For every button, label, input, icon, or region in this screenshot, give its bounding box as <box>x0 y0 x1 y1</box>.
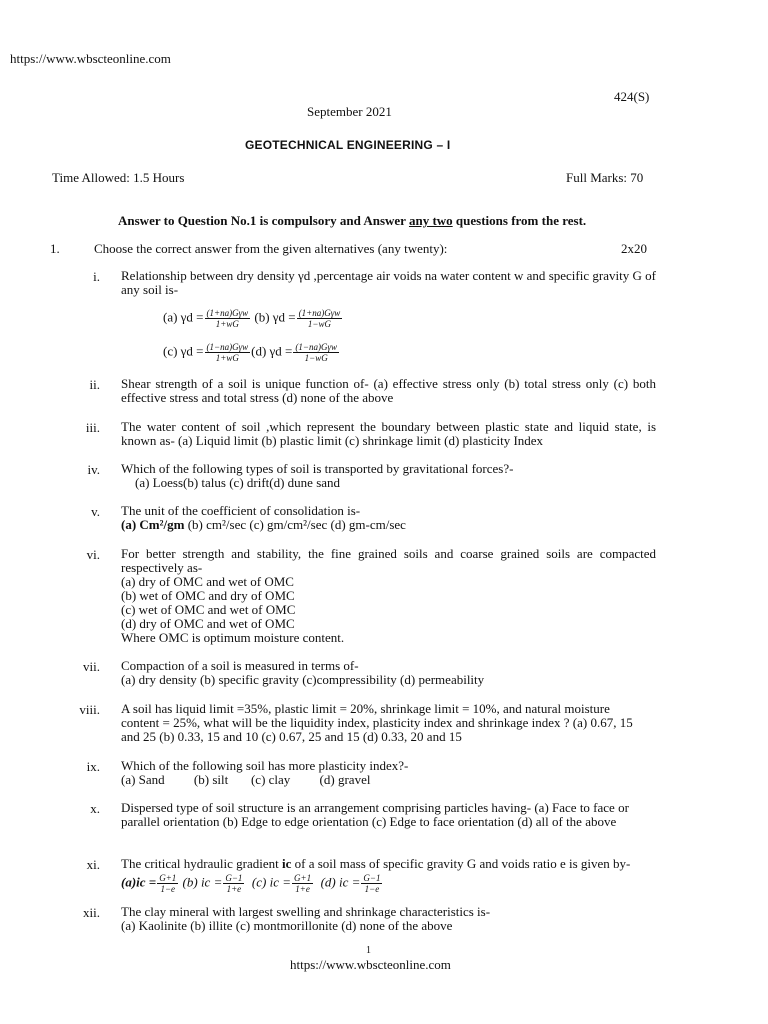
instruction <box>118 213 586 229</box>
q-i-den-d: 1−wG <box>304 353 328 363</box>
q-x-line2: parallel orientation (b) Edge to edge orientation (c) Edge to face orientation (d) all of the above <box>121 814 617 829</box>
sub-number: x. <box>90 801 100 816</box>
instruction-part2: questions from the rest. <box>452 213 587 228</box>
exam-session: September 2021 <box>307 104 392 119</box>
q-v-line2 <box>121 518 656 532</box>
q-v-opt-a: (a) Cm²/gm <box>121 517 185 532</box>
sub-number: vi. <box>86 547 100 562</box>
subquestion-iii <box>121 420 656 448</box>
q-xi-num-b: G−1 <box>225 873 243 883</box>
q-v-line1: The unit of the coefficient of consolidation is- <box>121 503 361 518</box>
subquestion-x <box>121 801 656 829</box>
q-i-line2: any soil is- <box>121 282 179 297</box>
q-i-frac-c <box>205 342 251 363</box>
q-i-frac-b <box>297 308 343 329</box>
q-xi-line1c: of a soil mass of specific gravity G and voids ratio e is given by- <box>291 856 631 871</box>
q-xi-line1b: ic <box>281 856 292 871</box>
sub-number: iii. <box>85 420 100 435</box>
page-number: 1 <box>366 945 371 956</box>
q-i-options-ab <box>163 308 343 329</box>
subquestion-xi <box>121 857 656 894</box>
q-xi-den-c: 1+e <box>295 884 310 894</box>
q-xii-line1: The clay mineral with largest swelling and shrinkage characteristics is- <box>121 904 491 919</box>
q1-text: Choose the correct answer from the given alternatives (any twenty): <box>94 241 448 256</box>
sub-number: iv. <box>87 462 100 477</box>
q-xi-line1a: The critical hydraulic gradient <box>121 856 282 871</box>
q-xii-line2: (a) Kaolinite (b) illite (c) montmorillonite (d) none of the above <box>121 918 453 933</box>
subject-title: GEOTECHNICAL ENGINEERING – I <box>245 138 451 152</box>
subquestion-ii <box>121 377 656 405</box>
subquestion-xii <box>121 905 656 933</box>
header-url[interactable]: https://www.wbscteonline.com <box>10 51 171 66</box>
q-xi-frac-d <box>361 873 382 894</box>
q-v-rest: (b) cm²/sec (c) gm/cm²/sec (d) gm-cm/sec <box>184 517 406 532</box>
sub-number: ii. <box>89 377 100 392</box>
subquestion-viii <box>121 702 656 744</box>
q-i-num-b: (1+na)Gγw <box>298 308 341 318</box>
q-ii-line2: effective stress and total stress (d) none of the above <box>121 390 394 405</box>
q-iv-line2: (a) Loess(b) talus (c) drift(d) dune sand <box>135 475 341 490</box>
q-xi-frac-a <box>157 873 178 894</box>
q-vii-line1: Compaction of a soil is measured in terms of- <box>121 658 359 673</box>
paper-code: 424(S) <box>614 89 650 104</box>
q-i-opt-a: (a) γd = <box>163 309 204 325</box>
q-i-den-c: 1+wG <box>215 353 239 363</box>
subquestion-i <box>121 269 656 297</box>
q-iii-line2: known as- (a) Liquid limit (b) plastic limit (c) shrinkage limit (d) plasticity Index <box>121 433 544 448</box>
q-xi-options <box>121 873 656 894</box>
q-i-num-d: (1−na)Gγw <box>295 342 337 352</box>
footer-url[interactable]: https://www.wbscteonline.com <box>290 957 451 972</box>
q-i-opt-c: (c) γd = <box>163 343 204 359</box>
q-x-line1: Dispersed type of soil structure is an arrangement comprising particles having- (a) Face to face or <box>121 800 629 815</box>
q-ii-line1: Shear strength of a soil is unique function of- (a) effective stress only (b) total stress only (c) both <box>121 376 656 391</box>
sub-number: i. <box>93 269 100 284</box>
q-vi-opt: (a) dry of OMC and wet of OMC <box>121 574 294 589</box>
q-xi-num-d: G−1 <box>363 873 381 883</box>
q-iii-line1: The water content of soil ,which represent the boundary between plastic state and liquid state, is <box>121 419 656 434</box>
q1-number: 1. <box>50 241 60 256</box>
q-vi-opt: (c) wet of OMC and wet of OMC <box>121 602 296 617</box>
sub-number: v. <box>91 504 100 519</box>
q-i-options-cd <box>163 342 340 363</box>
instruction-underlined: any two <box>408 213 453 228</box>
q-i-frac-d <box>293 342 339 363</box>
q-xi-opt-d: (d) ic = <box>320 874 361 890</box>
q-vi-opt: (d) dry of OMC and wet of OMC <box>121 616 295 631</box>
subquestion-iv <box>121 462 656 490</box>
q-ix-line2: (a) Sand (b) silt (c) clay (d) gravel <box>121 772 371 787</box>
subquestion-ix <box>121 759 656 787</box>
sub-number: xi. <box>86 857 100 872</box>
q-i-num-c: (1−na)Gγw <box>206 342 249 352</box>
sub-number: ix. <box>86 759 100 774</box>
q-xi-frac-c <box>292 873 313 894</box>
q-vi-opt: (b) wet of OMC and dry of OMC <box>121 588 295 603</box>
q-xi-opt-b: (b) ic = <box>182 874 223 890</box>
q-xi-num-a: G+1 <box>159 873 177 883</box>
time-allowed: Time Allowed: 1.5 Hours <box>52 170 185 185</box>
q-xi-opt-a: (a)ic = <box>121 874 157 890</box>
q-i-line1: Relationship between dry density γd ,percentage air voids na water content w and specific gravity G of <box>121 268 656 283</box>
q-viii-line3: and 25 (b) 0.33, 15 and 10 (c) 0.67, 25 and 15 (d) 0.33, 20 and 15 <box>121 729 462 744</box>
q-xi-num-c: G+1 <box>294 873 312 883</box>
q-xi-den-a: 1−e <box>160 884 176 894</box>
q-ix-line1: Which of the following soil has more plasticity index?- <box>121 758 409 773</box>
q1-marks: 2x20 <box>621 241 647 256</box>
q-vi-line2: respectively as- <box>121 560 203 575</box>
q-i-den-a: 1+wG <box>215 319 239 329</box>
q-viii-line2: content = 25%, what will be the liquidity index, plasticity index and shrinkage index ? (a) 0.67, 15 <box>121 715 633 730</box>
q-xi-frac-b <box>223 873 244 894</box>
sub-number: vii. <box>83 659 100 674</box>
q-i-den-b: 1−wG <box>307 319 331 329</box>
q-vii-line2: (a) dry density (b) specific gravity (c)compressibility (d) permeability <box>121 672 485 687</box>
q-xi-den-b: 1+e <box>226 884 242 894</box>
sub-number: viii. <box>79 702 100 717</box>
subquestion-v <box>121 504 656 532</box>
q-viii-line1: A soil has liquid limit =35%, plastic limit = 20%, shrinkage limit = 10%, and natural moisture <box>121 701 610 716</box>
subquestion-vii <box>121 659 656 687</box>
q-xi-opt-c: (c) ic = <box>251 874 292 890</box>
q-xi-line1 <box>121 857 656 871</box>
q-vi-line1: For better strength and stability, the fine grained soils and coarse grained soils are compacted <box>121 546 656 561</box>
q-i-num-a: (1+na)Gγw <box>206 308 249 318</box>
instruction-part1: Answer to Question No.1 is compulsory and Answer <box>118 213 409 228</box>
q-vi-note: Where OMC is optimum moisture content. <box>121 630 345 645</box>
sub-number: xii. <box>83 905 100 920</box>
q-i-opt-d: (d) γd = <box>251 343 293 359</box>
q-i-frac-a <box>205 308 251 329</box>
q-i-opt-b: (b) γd = <box>254 309 296 325</box>
subquestion-vi <box>121 547 656 645</box>
q-xi-den-d: 1−e <box>364 884 380 894</box>
q-iv-line1: Which of the following types of soil is transported by gravitational forces?- <box>121 461 514 476</box>
full-marks: Full Marks: 70 <box>566 170 644 185</box>
